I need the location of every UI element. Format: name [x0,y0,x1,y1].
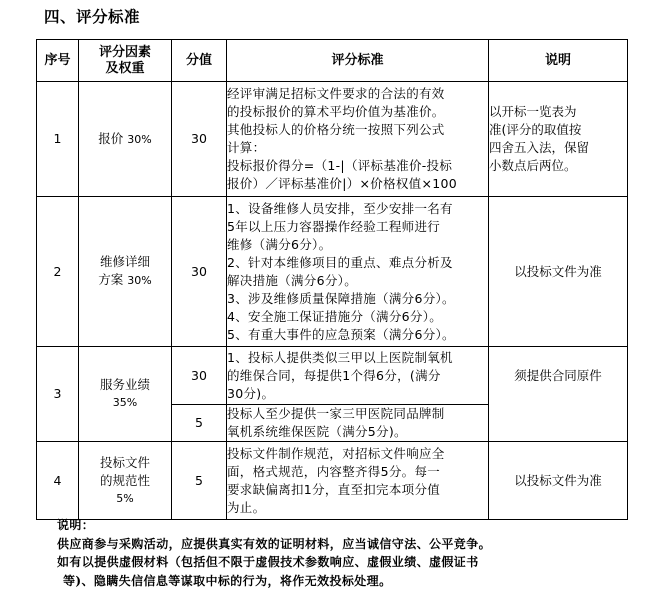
row-note: 以投标文件为准 [489,442,628,520]
table-header-row [37,40,628,82]
factor-name: 方案 [98,272,124,287]
header-factor-line2: 及权重 [105,60,145,76]
factor-weight: 30% [127,132,152,146]
table-row [37,442,628,520]
factor-name: 服务业绩 [99,377,150,392]
row-criteria [227,442,489,520]
row-score: 30 [172,347,227,405]
row-criteria [227,347,489,405]
table-row [37,347,628,405]
criteria-line: 氧机系统维保医院（满分5分)。 [227,424,407,439]
criteria-line: 面，格式规范，内容整齐得5分。每一 [227,463,441,479]
header-factor [79,40,172,82]
footnotes [57,516,632,590]
footnote-line: 等)、隐瞒失信信息等谋取中标的行为，将作无效投标处理。 [63,573,392,588]
row-factor [79,197,172,347]
header-no: 序号 [37,40,79,82]
criteria-line: 的投标报价的算术平均价值为基准价。 [227,104,445,119]
row-note: 以投标文件为准 [489,197,628,347]
factor-name-line2 [79,271,171,290]
row-criteria [227,82,489,197]
criteria-line: 投标文件制作规范，对招标文件响应全 [227,445,445,461]
row-factor [79,442,172,520]
row-criteria [227,405,489,442]
criteria-line: 解决措施（满分6分）。 [227,272,358,288]
note-line: 四舍五入法，保留 [489,140,590,155]
row-score: 30 [172,197,227,347]
criteria-line: 要求缺偏离扣1分，直至扣完本项分值 [227,481,441,497]
footnote-line: 如有以提供虚假材料（包括但不限于虚假技术参数响应、虚假业绩、虚假证书 [57,555,479,569]
criteria-line: 2、针对本维修项目的重点、难点分析及 [227,254,453,270]
footnote-title: 说明： [57,518,95,532]
row-note [489,347,628,442]
row-no: 4 [37,442,79,520]
criteria-line: 1、投标人提供类似三甲以上医院制氧机 [227,349,453,365]
row-criteria [227,197,489,347]
row-note [489,82,628,197]
header-score: 分值 [172,40,227,82]
row-factor [79,82,172,197]
criteria-line: 4、安全施工保证措施分（满分6分）。 [227,308,443,324]
criteria-line: 1、设备维修人员安排，至少安排一名有 [227,200,453,216]
row-factor [79,347,172,442]
footnote-line: 供应商参与采购活动，应提供真实有效的证明材料，应当诚信守法、公平竞争。 [57,536,492,551]
row-no: 2 [37,197,79,347]
criteria-line: 5、有重大事件的应急预案（满分6分）。 [227,326,455,342]
header-factor-line1: 评分因素 [98,44,151,60]
factor-weight: 35% [112,396,138,409]
note-line: 以开标一览表为 [489,104,577,119]
header-note: 说明 [489,40,628,82]
criteria-line: 的维保合同，每提供1个得6分，(满分 [227,367,441,383]
factor-name-line1: 维修详细 [99,254,150,269]
note-line: 小数点后两位。 [489,158,577,173]
section-heading: 四、评分标准 [44,8,141,26]
criteria-line: 30分)。 [227,385,275,401]
factor-weight: 5% [116,491,134,505]
criteria-line: 经评审满足招标文件要求的合法的有效 [227,86,445,101]
criteria-line: 3、涉及维修质量保障措施（满分6分）。 [227,290,455,306]
criteria-line: 投标报价得分=（1-|（评标基准价-投标 [227,158,453,173]
scoring-table [36,39,628,520]
criteria-line: 为止。 [227,499,266,515]
table-row [37,82,628,197]
row-score: 5 [172,442,227,520]
factor-weight: 30% [127,274,152,287]
criteria-line: 报价）／评标基准价|）×价格权值×100 [227,176,458,191]
table-row [37,197,628,347]
factor-name-line1: 投标文件 [99,454,150,470]
note-text: 须提供合同原件 [514,368,602,383]
criteria-line: 计算： [227,140,266,155]
row-no: 3 [37,347,79,442]
row-no: 1 [37,82,79,197]
row-score: 5 [172,405,227,442]
note-line: 准(评分的取值按 [489,122,582,137]
header-criteria: 评分标准 [227,40,489,82]
criteria-line: 投标人至少提供一家三甲医院同品牌制 [227,406,445,421]
factor-name-line2: 的规范性 [99,472,150,488]
criteria-line: 5年以上压力容器操作经验工程师进行 [227,218,441,234]
row-score: 30 [172,82,227,197]
criteria-line: 其他投标人的价格分统一按照下列公式 [227,122,445,137]
factor-name: 报价 [98,130,124,146]
criteria-line: 维修（满分6分）。 [227,236,332,252]
